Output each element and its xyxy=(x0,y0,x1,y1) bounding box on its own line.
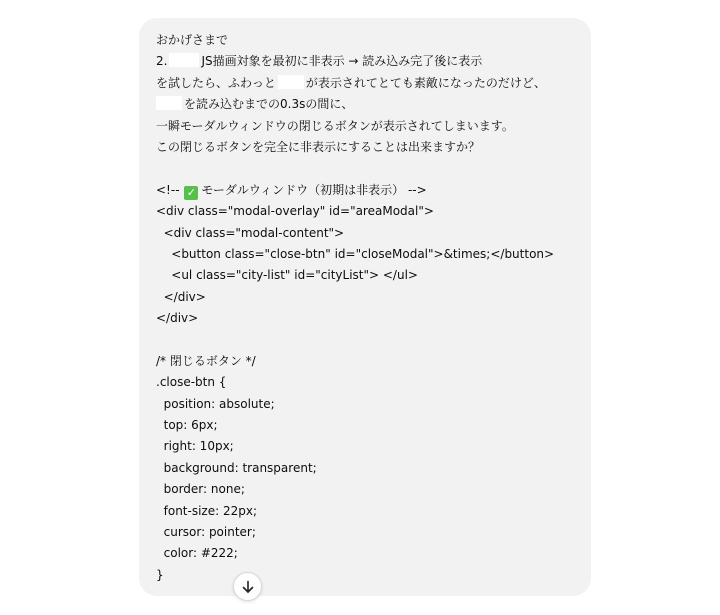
code-line: <div class="modal-overlay" id="areaModal"> xyxy=(156,204,434,219)
line-text: が表示されてとても素敵になったのだけど、 xyxy=(305,75,546,90)
message-text xyxy=(156,30,591,586)
line-text: <!-- xyxy=(156,182,184,197)
code-line: <ul class="city-list" id="cityList"> </ul> xyxy=(156,268,418,283)
css-line: border: none; xyxy=(156,482,245,497)
css-line: right: 10px; xyxy=(156,439,234,454)
redacted-block xyxy=(278,75,304,89)
blank-line xyxy=(156,158,591,179)
line-text: この閉じるボタンを完全に非表示にすることは出来ますか？ xyxy=(156,139,481,154)
css-line: top: 6px; xyxy=(156,418,218,433)
arrow-down-icon xyxy=(241,580,255,594)
line-text: を読み込むまでの0.3sの間に、 xyxy=(184,97,354,112)
user-message-bubble xyxy=(139,18,591,596)
redacted-block xyxy=(169,53,199,67)
line-text: JS描画対象を最初に非表示 → 読み込み完了後に表示 xyxy=(201,54,483,69)
line-text: モーダルウィンドウ（初期は非表示） --> xyxy=(201,182,427,197)
message-line xyxy=(156,51,591,72)
message-line xyxy=(156,73,591,94)
css-comment-line: /* 閉じるボタン */ xyxy=(156,353,256,368)
blank-line xyxy=(156,329,591,350)
line-text: 一瞬モーダルウィンドウの閉じるボタンが表示されてしまいます。 xyxy=(156,118,514,133)
code-comment-line xyxy=(156,180,591,201)
code-line: </div> xyxy=(156,289,206,304)
message-line xyxy=(156,30,591,51)
line-text: おかげさまで xyxy=(156,33,229,47)
line-text: を試したら、ふわっと xyxy=(156,75,276,90)
scroll-to-bottom-button[interactable] xyxy=(233,572,262,601)
code-line: <div class="modal-content"> xyxy=(156,225,345,240)
check-mark-icon: ✓ xyxy=(184,186,198,200)
message-line xyxy=(156,116,591,137)
code-line: </div> xyxy=(156,311,199,326)
message-line xyxy=(156,137,591,158)
css-line: cursor: pointer; xyxy=(156,524,256,539)
css-line: color: #222; xyxy=(156,546,238,561)
message-line xyxy=(156,94,591,115)
css-line: font-size: 22px; xyxy=(156,503,257,518)
code-line: <button class="close-btn" id="closeModal">&times;</button> xyxy=(156,246,555,261)
css-line: .close-btn { xyxy=(156,375,227,390)
css-line: } xyxy=(156,567,164,582)
css-line: position: absolute; xyxy=(156,396,275,411)
css-line: background: transparent; xyxy=(156,460,317,475)
redacted-block xyxy=(156,96,182,110)
line-text: 2. xyxy=(156,54,168,69)
